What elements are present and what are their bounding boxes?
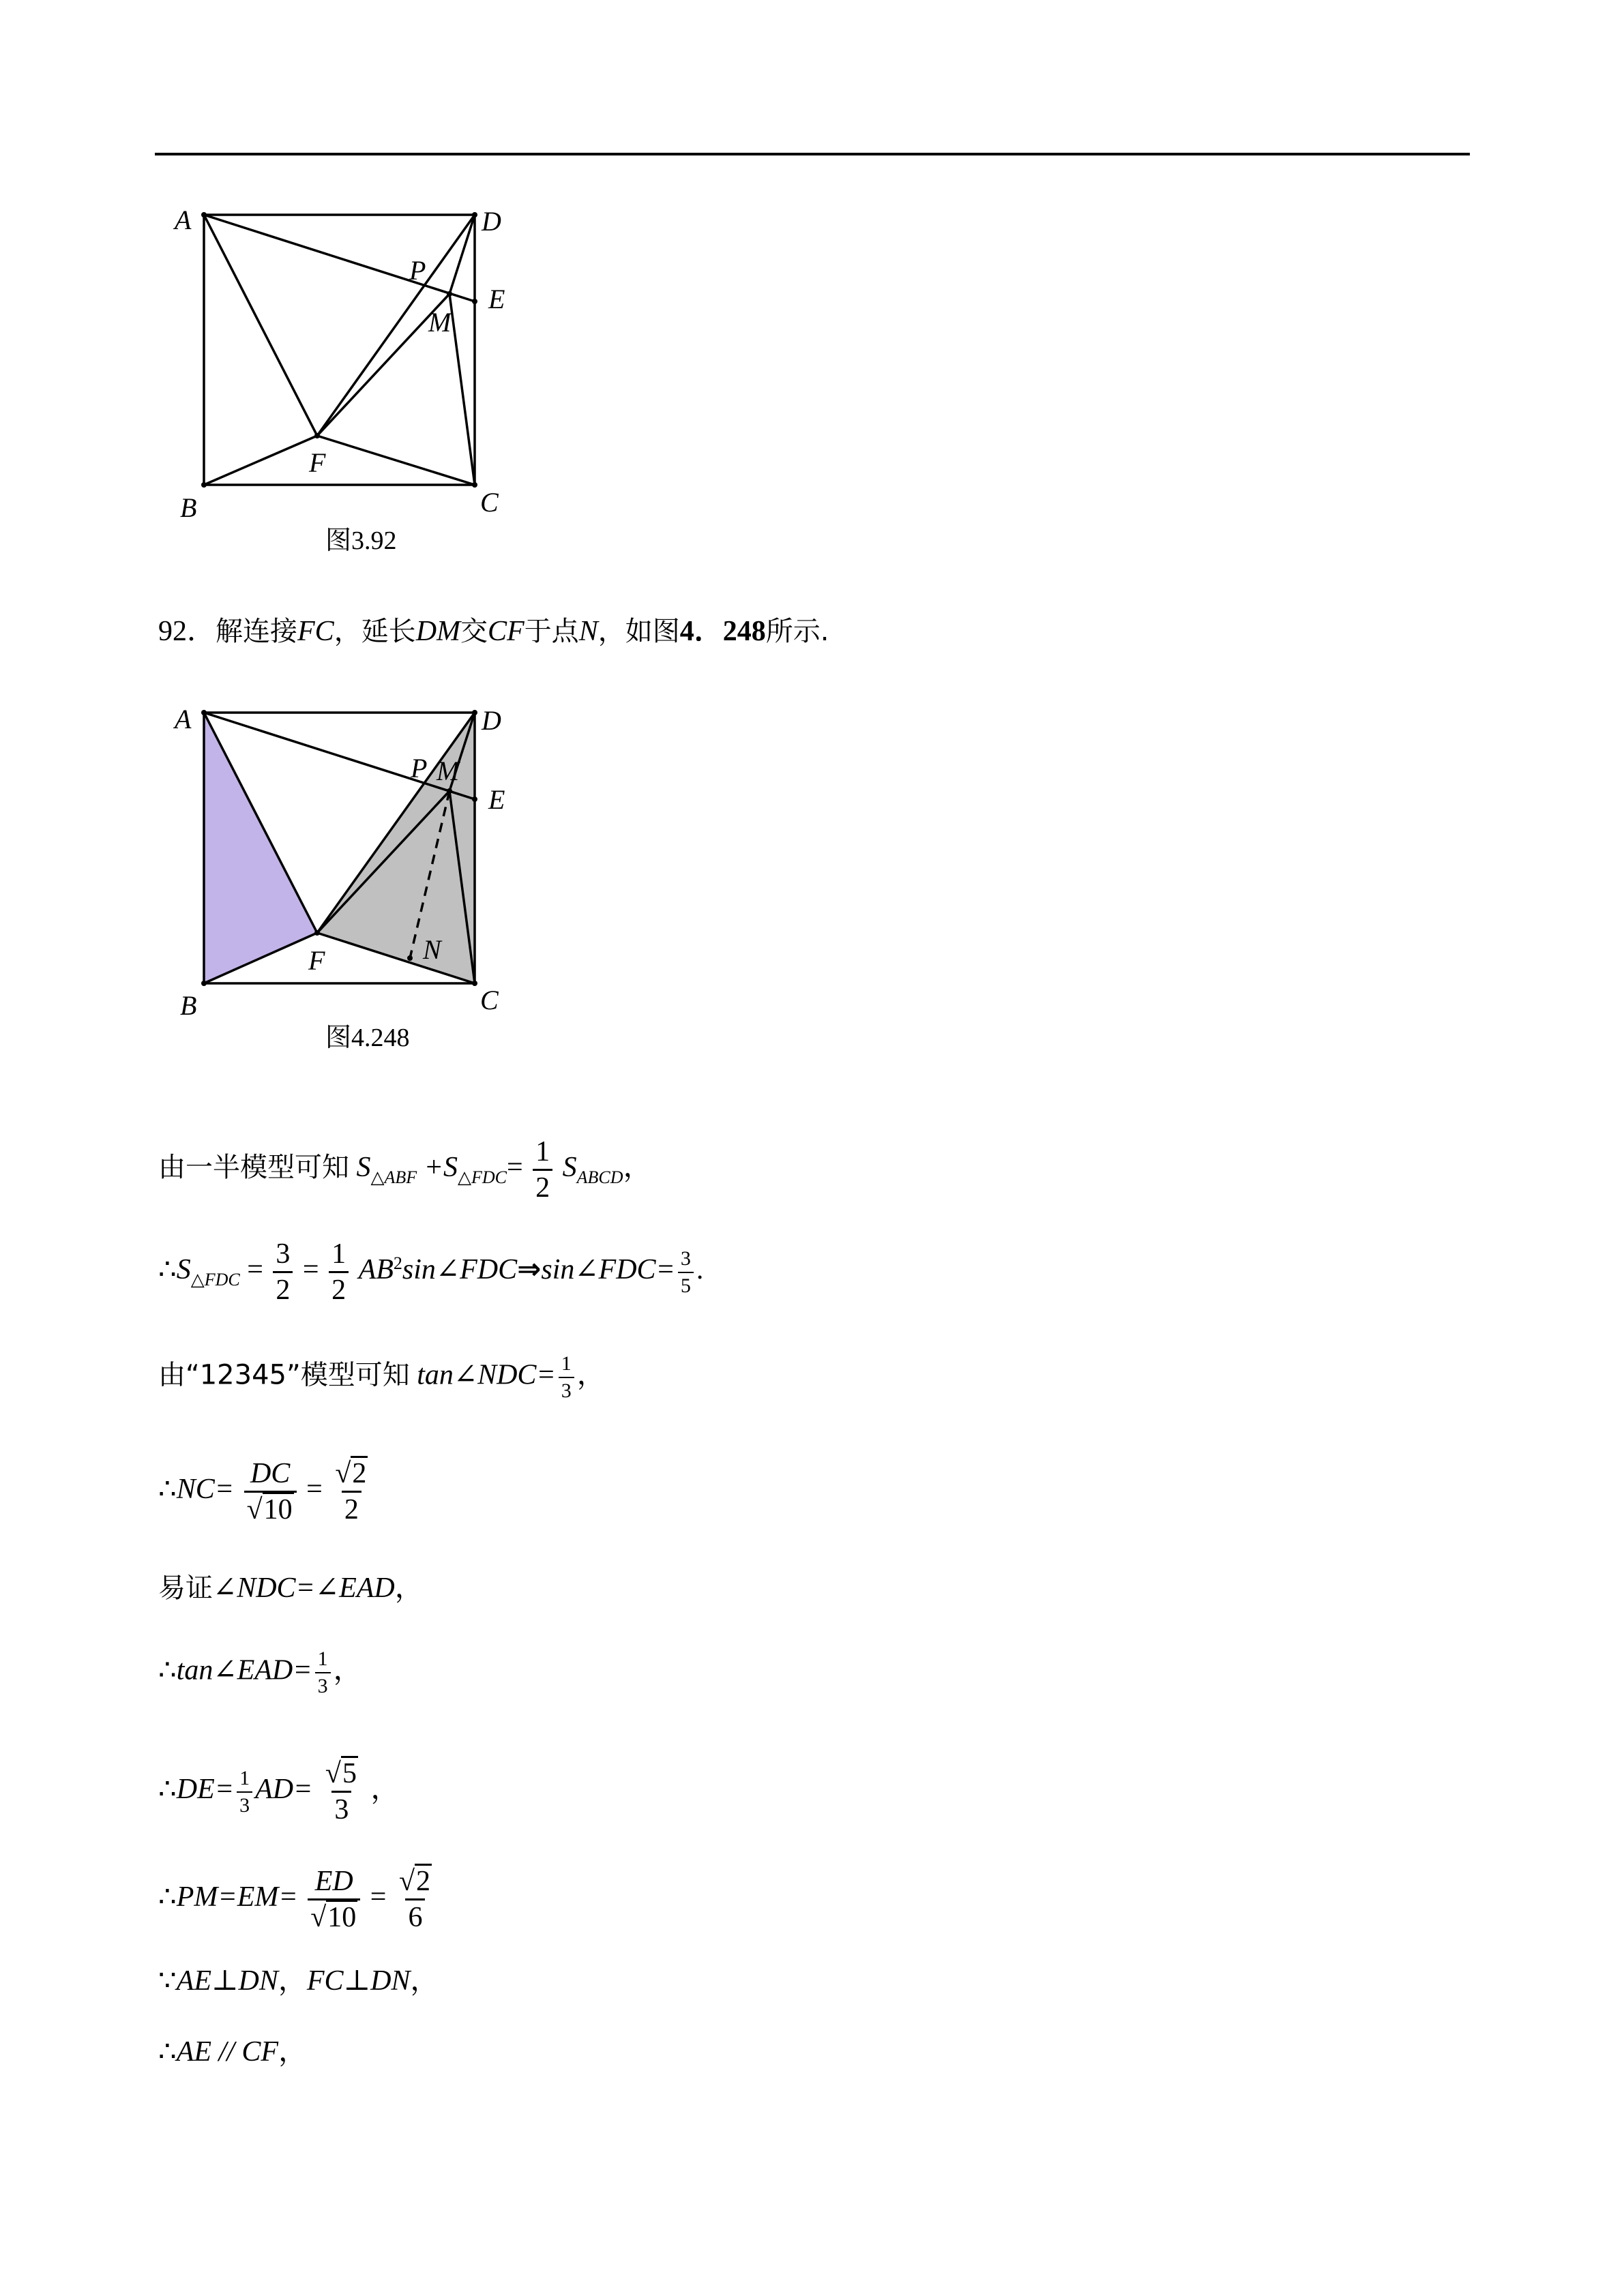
solution-line-3 xyxy=(158,1354,606,1401)
point-label-C: C xyxy=(480,487,499,518)
triangle-ABF-shade xyxy=(204,713,317,983)
text: 易证 xyxy=(158,1572,213,1604)
point-label-P: P xyxy=(411,753,428,784)
solution-line-4 xyxy=(158,1459,373,1524)
math-expr: DE= xyxy=(176,1774,235,1806)
text: 由一半模型可知 xyxy=(158,1152,349,1184)
numerator: 1 xyxy=(535,1136,550,1167)
point-label-D: D xyxy=(482,705,501,736)
punct: ， xyxy=(623,1152,652,1184)
punct: ， xyxy=(278,1965,307,1997)
denominator: 2 xyxy=(342,1491,361,1524)
figure-caption-2: 图4.248 xyxy=(325,1024,410,1052)
numerator xyxy=(396,1867,434,1898)
text: 交 xyxy=(460,616,488,647)
therefore-symbol: ∴ xyxy=(158,1881,177,1913)
denominator: 3 xyxy=(331,1791,351,1824)
fraction xyxy=(308,1867,360,1932)
numerator: 1 xyxy=(561,1352,572,1375)
point-label-M: M xyxy=(437,756,460,786)
numerator: 3 xyxy=(680,1247,691,1270)
punct: ， xyxy=(410,1965,439,1997)
equals: = xyxy=(302,1254,319,1286)
fraction xyxy=(329,1240,349,1304)
math-expr: tan∠NDC= xyxy=(417,1359,556,1391)
math-var: CF xyxy=(488,616,525,647)
fraction xyxy=(244,1459,297,1524)
subscript: ABCD xyxy=(576,1167,623,1188)
point-label-B: B xyxy=(180,990,197,1021)
subscript: △ABF xyxy=(370,1167,417,1188)
therefore-symbol: ∴ xyxy=(158,2036,177,2068)
math-var: S xyxy=(562,1152,577,1184)
therefore-symbol: ∴ xyxy=(158,1774,177,1806)
sqrt: √10 xyxy=(310,1903,357,1932)
sqrt: √5 xyxy=(325,1759,358,1788)
numerator: 1 xyxy=(239,1766,250,1789)
denominator xyxy=(244,1491,297,1524)
denominator: 3 xyxy=(237,1791,252,1816)
figure-ref: 4．248 xyxy=(679,616,766,647)
denominator: 2 xyxy=(329,1271,349,1304)
math-expr: NC= xyxy=(176,1474,235,1506)
radicand: 10 xyxy=(263,1492,294,1525)
denominator: 5 xyxy=(678,1272,694,1296)
numerator xyxy=(332,1459,370,1491)
fraction xyxy=(237,1768,252,1816)
subscript: △FDC xyxy=(457,1167,507,1188)
equals: = xyxy=(306,1474,323,1506)
point-label-F: F xyxy=(308,945,325,976)
fraction xyxy=(396,1867,434,1932)
equals: = xyxy=(506,1152,523,1184)
fraction xyxy=(678,1249,694,1296)
punct: ， xyxy=(576,1359,606,1391)
math-expr: sin∠FDC= xyxy=(541,1254,675,1286)
punct: ， xyxy=(394,1572,424,1604)
text: ，如图 xyxy=(597,616,680,647)
radicand: 2 xyxy=(351,1456,368,1489)
subscript: △FDC xyxy=(190,1270,240,1290)
point-label-A: A xyxy=(175,704,192,734)
denominator: 2 xyxy=(533,1169,552,1202)
point-label-E: E xyxy=(488,784,505,815)
math-expr: AD= xyxy=(255,1774,313,1806)
radicand: 2 xyxy=(415,1864,432,1897)
numerator: 1 xyxy=(317,1648,328,1670)
numerator: 3 xyxy=(276,1238,291,1270)
solution-line-1 xyxy=(158,1137,652,1202)
math-var: S xyxy=(356,1152,371,1184)
sqrt: √2 xyxy=(399,1867,432,1896)
math-expr: AE // CF xyxy=(176,2036,279,2068)
point-label-C: C xyxy=(480,985,499,1015)
math-expr: AE⊥DN xyxy=(176,1965,278,1997)
point-label-A: A xyxy=(175,205,192,235)
solution-line-9 xyxy=(158,1967,439,1995)
math-expr: PM=EM= xyxy=(176,1881,298,1913)
fraction xyxy=(315,1649,331,1697)
point-label-N: N xyxy=(423,934,441,965)
figure-caption-1: 图3.92 xyxy=(325,526,397,555)
text: 所示. xyxy=(765,616,829,647)
solution-line-7 xyxy=(158,1759,399,1824)
math-var: N xyxy=(578,616,598,647)
radicand: 10 xyxy=(326,1900,357,1933)
punct: ， xyxy=(363,1774,400,1806)
geometry-diagram-1 xyxy=(150,153,532,562)
point-label-D: D xyxy=(482,206,501,237)
point-label-M: M xyxy=(428,307,452,338)
fraction xyxy=(332,1459,370,1524)
math-expr: ∠NDC=∠EAD xyxy=(213,1572,395,1604)
solution-line-5 xyxy=(158,1574,424,1602)
math-var: S xyxy=(176,1254,191,1286)
punct: ， xyxy=(333,1654,362,1686)
point-label-B: B xyxy=(180,492,197,523)
point-label-E: E xyxy=(488,284,505,314)
sqrt: √2 xyxy=(335,1459,368,1488)
math-expr: sin∠FDC xyxy=(402,1254,518,1286)
numerator xyxy=(323,1759,361,1791)
denominator: 3 xyxy=(559,1377,574,1401)
therefore-symbol: ∴ xyxy=(158,1254,177,1286)
math-var: FC xyxy=(297,616,334,647)
fraction xyxy=(273,1240,293,1304)
point-label-F: F xyxy=(309,447,326,478)
text: ，延长 xyxy=(334,616,416,647)
implies-arrow-icon: ⇒ xyxy=(517,1252,542,1286)
fraction xyxy=(323,1759,361,1824)
denominator: 2 xyxy=(273,1271,293,1304)
solution-line-10 xyxy=(158,2038,307,2066)
solution-line-2 xyxy=(158,1240,703,1304)
math-var: DM xyxy=(415,616,461,647)
problem-number: 92． xyxy=(158,616,216,647)
numerator: 1 xyxy=(331,1238,346,1270)
therefore-symbol: ∴ xyxy=(158,1654,177,1686)
math-expr: FC⊥DN xyxy=(306,1965,411,1997)
numerator: DC xyxy=(250,1458,291,1489)
point-label-P: P xyxy=(409,255,426,286)
equals: = xyxy=(370,1881,387,1913)
numerator: ED xyxy=(314,1866,353,1897)
fraction xyxy=(559,1354,574,1401)
math-var: AB xyxy=(358,1254,394,1286)
because-symbol: ∵ xyxy=(158,1965,177,1997)
denominator: 3 xyxy=(315,1672,331,1697)
math-expr: tan∠EAD= xyxy=(176,1654,312,1686)
geometry-diagram-2 xyxy=(150,651,532,1060)
punct: ， xyxy=(278,2036,308,2068)
sqrt: √10 xyxy=(247,1495,294,1524)
denominator: 6 xyxy=(405,1898,425,1932)
text: 由“12345”模型可知 xyxy=(158,1359,410,1391)
solution-line-6 xyxy=(158,1649,362,1697)
figure-3-92 xyxy=(150,153,532,562)
punct: . xyxy=(696,1254,704,1286)
superscript: 2 xyxy=(393,1253,402,1274)
radicand: 5 xyxy=(341,1756,358,1789)
text: 于点 xyxy=(524,616,579,647)
figure-4-248 xyxy=(150,651,532,1060)
text: 解连接 xyxy=(216,616,298,647)
fraction xyxy=(533,1137,552,1202)
problem-statement xyxy=(158,617,829,646)
solution-line-8 xyxy=(158,1867,437,1932)
math-var: +S xyxy=(424,1152,458,1184)
denominator xyxy=(308,1898,360,1932)
equals: = xyxy=(247,1254,263,1286)
therefore-symbol: ∴ xyxy=(158,1474,177,1506)
